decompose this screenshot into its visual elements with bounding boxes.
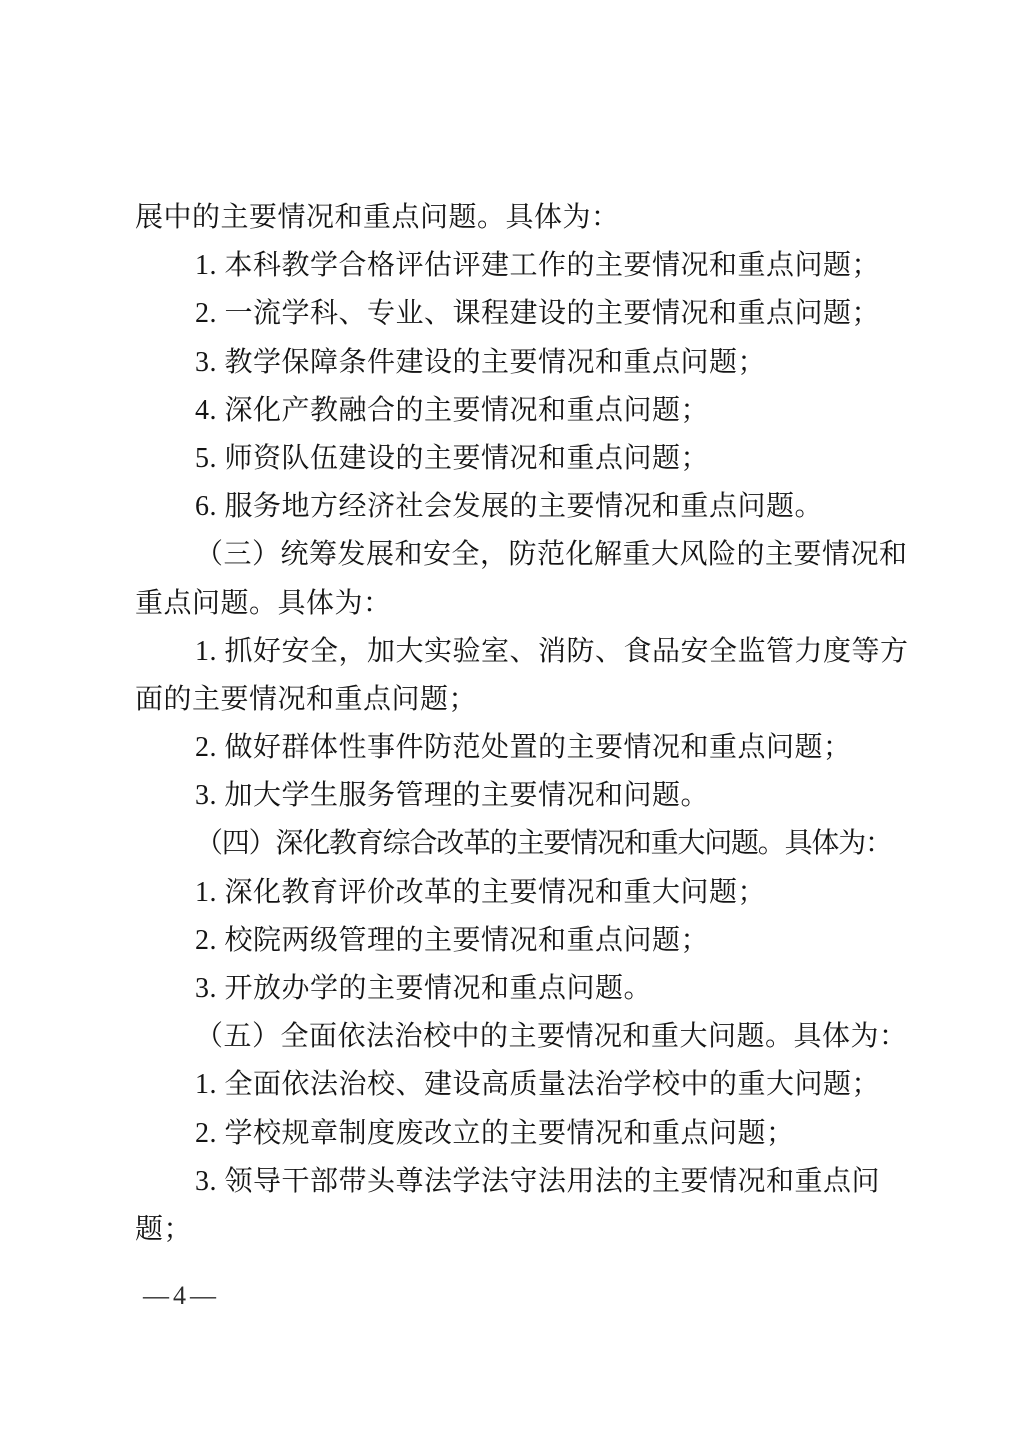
document-body (135, 194, 935, 1254)
text-line section-heading: （四）深化教育综合改革的主要情况和重大问题。具体为： (195, 828, 892, 860)
text-line: 1. 抓好安全，加大实验室、消防、食品安全监管力度等方 (195, 635, 909, 667)
text-line section-heading: （三）统筹发展和安全，防范化解重大风险的主要情况和 (195, 539, 908, 571)
text-line: 2. 校院两级管理的主要情况和重点问题； (195, 924, 710, 956)
text-line: 3. 加大学生服务管理的主要情况和问题。 (195, 780, 710, 812)
text-line: 6. 服务地方经济社会发展的主要情况和重点问题。 (195, 491, 824, 523)
text-line: 4. 深化产教融合的主要情况和重点问题； (195, 394, 710, 426)
text-line: 3. 教学保障条件建设的主要情况和重点问题； (195, 346, 767, 378)
text-line: 1. 全面依法治校、建设高质量法治学校中的重大问题； (195, 1069, 881, 1101)
text-line: 2. 学校规章制度废改立的主要情况和重点问题； (195, 1117, 795, 1149)
page-number: —4— (143, 1281, 220, 1310)
text-line: 3. 开放办学的主要情况和重点问题。 (195, 973, 653, 1004)
text-line: 展中的主要情况和重点问题。具体为： (135, 202, 620, 233)
text-line: 5. 师资队伍建设的主要情况和重点问题； (195, 442, 710, 474)
text-line section-heading: （五）全面依法治校中的主要情况和重大问题。具体为： (195, 1021, 908, 1053)
text-line: 2. 一流学科、专业、课程建设的主要情况和重点问题； (195, 298, 881, 330)
text-line: 面的主要情况和重点问题； (135, 683, 478, 715)
text-line: 3. 领导干部带头尊法学法守法用法的主要情况和重点问 (195, 1165, 881, 1197)
text-line: 2. 做好群体性事件防范处置的主要情况和重点问题； (195, 732, 852, 764)
text-line: 1. 本科教学合格评估评建工作的主要情况和重点问题； (195, 250, 881, 282)
text-line: 重点问题。具体为： (135, 587, 392, 619)
text-line: 1. 深化教育评价改革的主要情况和重大问题； (195, 876, 767, 908)
text-line: 题； (135, 1213, 193, 1245)
